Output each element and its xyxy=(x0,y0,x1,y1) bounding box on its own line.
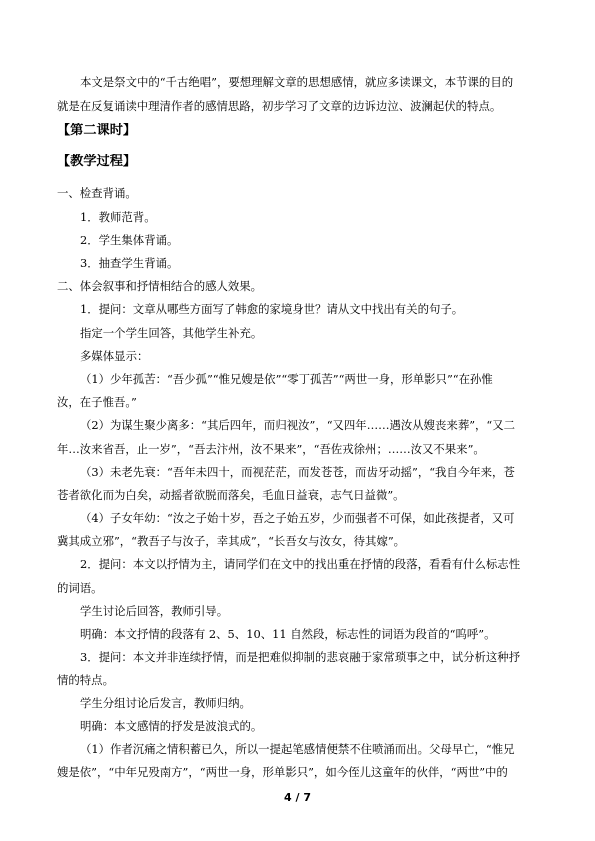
paragraph-line: 本文是祭文中的“千古绝唱”，要想理解文章的思想感情，就应多读课文，本节课的目的 xyxy=(80,75,514,89)
section-heading: 【教学过程】 xyxy=(57,154,137,169)
paragraph-line: 学生讨论后回答，教师引导。 xyxy=(80,604,229,618)
paragraph-line: 汝，在子惟吾。” xyxy=(57,395,137,409)
paragraph-line: 情的特点。 xyxy=(57,673,114,687)
paragraph-line: 年…汝来省吾，止一岁”，“吾去汴州，汝不果来”，“吾佐戎徐州；……汝又不果来”。 xyxy=(57,442,485,456)
paragraph-line: （3）未老先衰：“吾年未四十，而视茫茫，而发苍苍，而齿牙动摇”，“我自今年来，苍 xyxy=(80,465,515,479)
paragraph-line: 二、体会叙事和抒情相结合的感人效果。 xyxy=(57,279,263,293)
page-number: 4 / 7 xyxy=(284,791,311,804)
list-item: 1．教师范背。 xyxy=(80,210,156,224)
paragraph-line: 就是在反复诵读中理清作者的感情思路，初步学习了文章的边诉边泣、波澜起伏的特点。 xyxy=(57,99,502,113)
list-item: 2．学生集体背诵。 xyxy=(80,233,179,247)
paragraph-line: （4）子女年幼：“汝之子始十岁，吾之子始五岁，少而强者不可保，如此孩提者，又可 xyxy=(80,511,515,525)
paragraph-line: （1）作者沉痛之情积蓄已久，所以一提起笔感情便禁不住喷涌而出。父母早亡，“惟兄 xyxy=(80,742,515,756)
list-item: 3．抽查学生背诵。 xyxy=(80,256,179,270)
paragraph-line: 嫂是依”，“中年兄殁南方”，“两世一身，形单影只”，如今侄儿这童年的伙伴，“两世”中的 xyxy=(57,765,508,779)
paragraph-line: 2．提问：本文以抒情为主，请同学们在文中的找出重在抒情的段落，看看有什么标志性 xyxy=(80,557,521,571)
paragraph-line: 苍者欲化而为白矣，动摇者欲脱而落矣，毛血日益衰，志气日益微”。 xyxy=(57,488,405,502)
paragraph-line: （1）少年孤苦：“吾少孤”“惟兄嫂是依”“零丁孤苦”“两世一身，形单影只”“在孙惟 xyxy=(80,372,493,386)
paragraph-line: 3．提问：本文并非连续抒情，而是把难似抑制的悲哀融于家常琐事之中，试分析这种抒 xyxy=(80,650,521,664)
paragraph-line: 指定一个学生回答，其他学生补充。 xyxy=(80,326,263,340)
paragraph-line: （2）为谋生聚少离多：“其后四年，而归视汝”，“又四年……遇汝从嫂丧来葬”，“又二 xyxy=(80,418,516,432)
paragraph-line: 的词语。 xyxy=(57,581,103,595)
paragraph-line: 1．提问：文章从哪些方面写了韩愈的家境身世？请从文中找出有关的句子。 xyxy=(80,302,464,316)
section-heading: 【第二课时】 xyxy=(57,123,137,138)
paragraph-line: 学生分组讨论后发言，教师归纳。 xyxy=(80,696,251,710)
paragraph-line: 冀其成立邪”，“教吾子与汝子，幸其成”，“长吾女与汝女，待其嫁”。 xyxy=(57,534,406,548)
paragraph-line: 明确：本文抒情的段落有 2、5、10、11 自然段，标志性的词语为段首的“呜呼”。 xyxy=(80,627,496,641)
paragraph-line: 一、检查背诵。 xyxy=(57,186,137,200)
paragraph-line: 多媒体显示： xyxy=(80,349,149,363)
paragraph-line: 明确：本文感情的抒发是波浪式的。 xyxy=(80,719,263,733)
